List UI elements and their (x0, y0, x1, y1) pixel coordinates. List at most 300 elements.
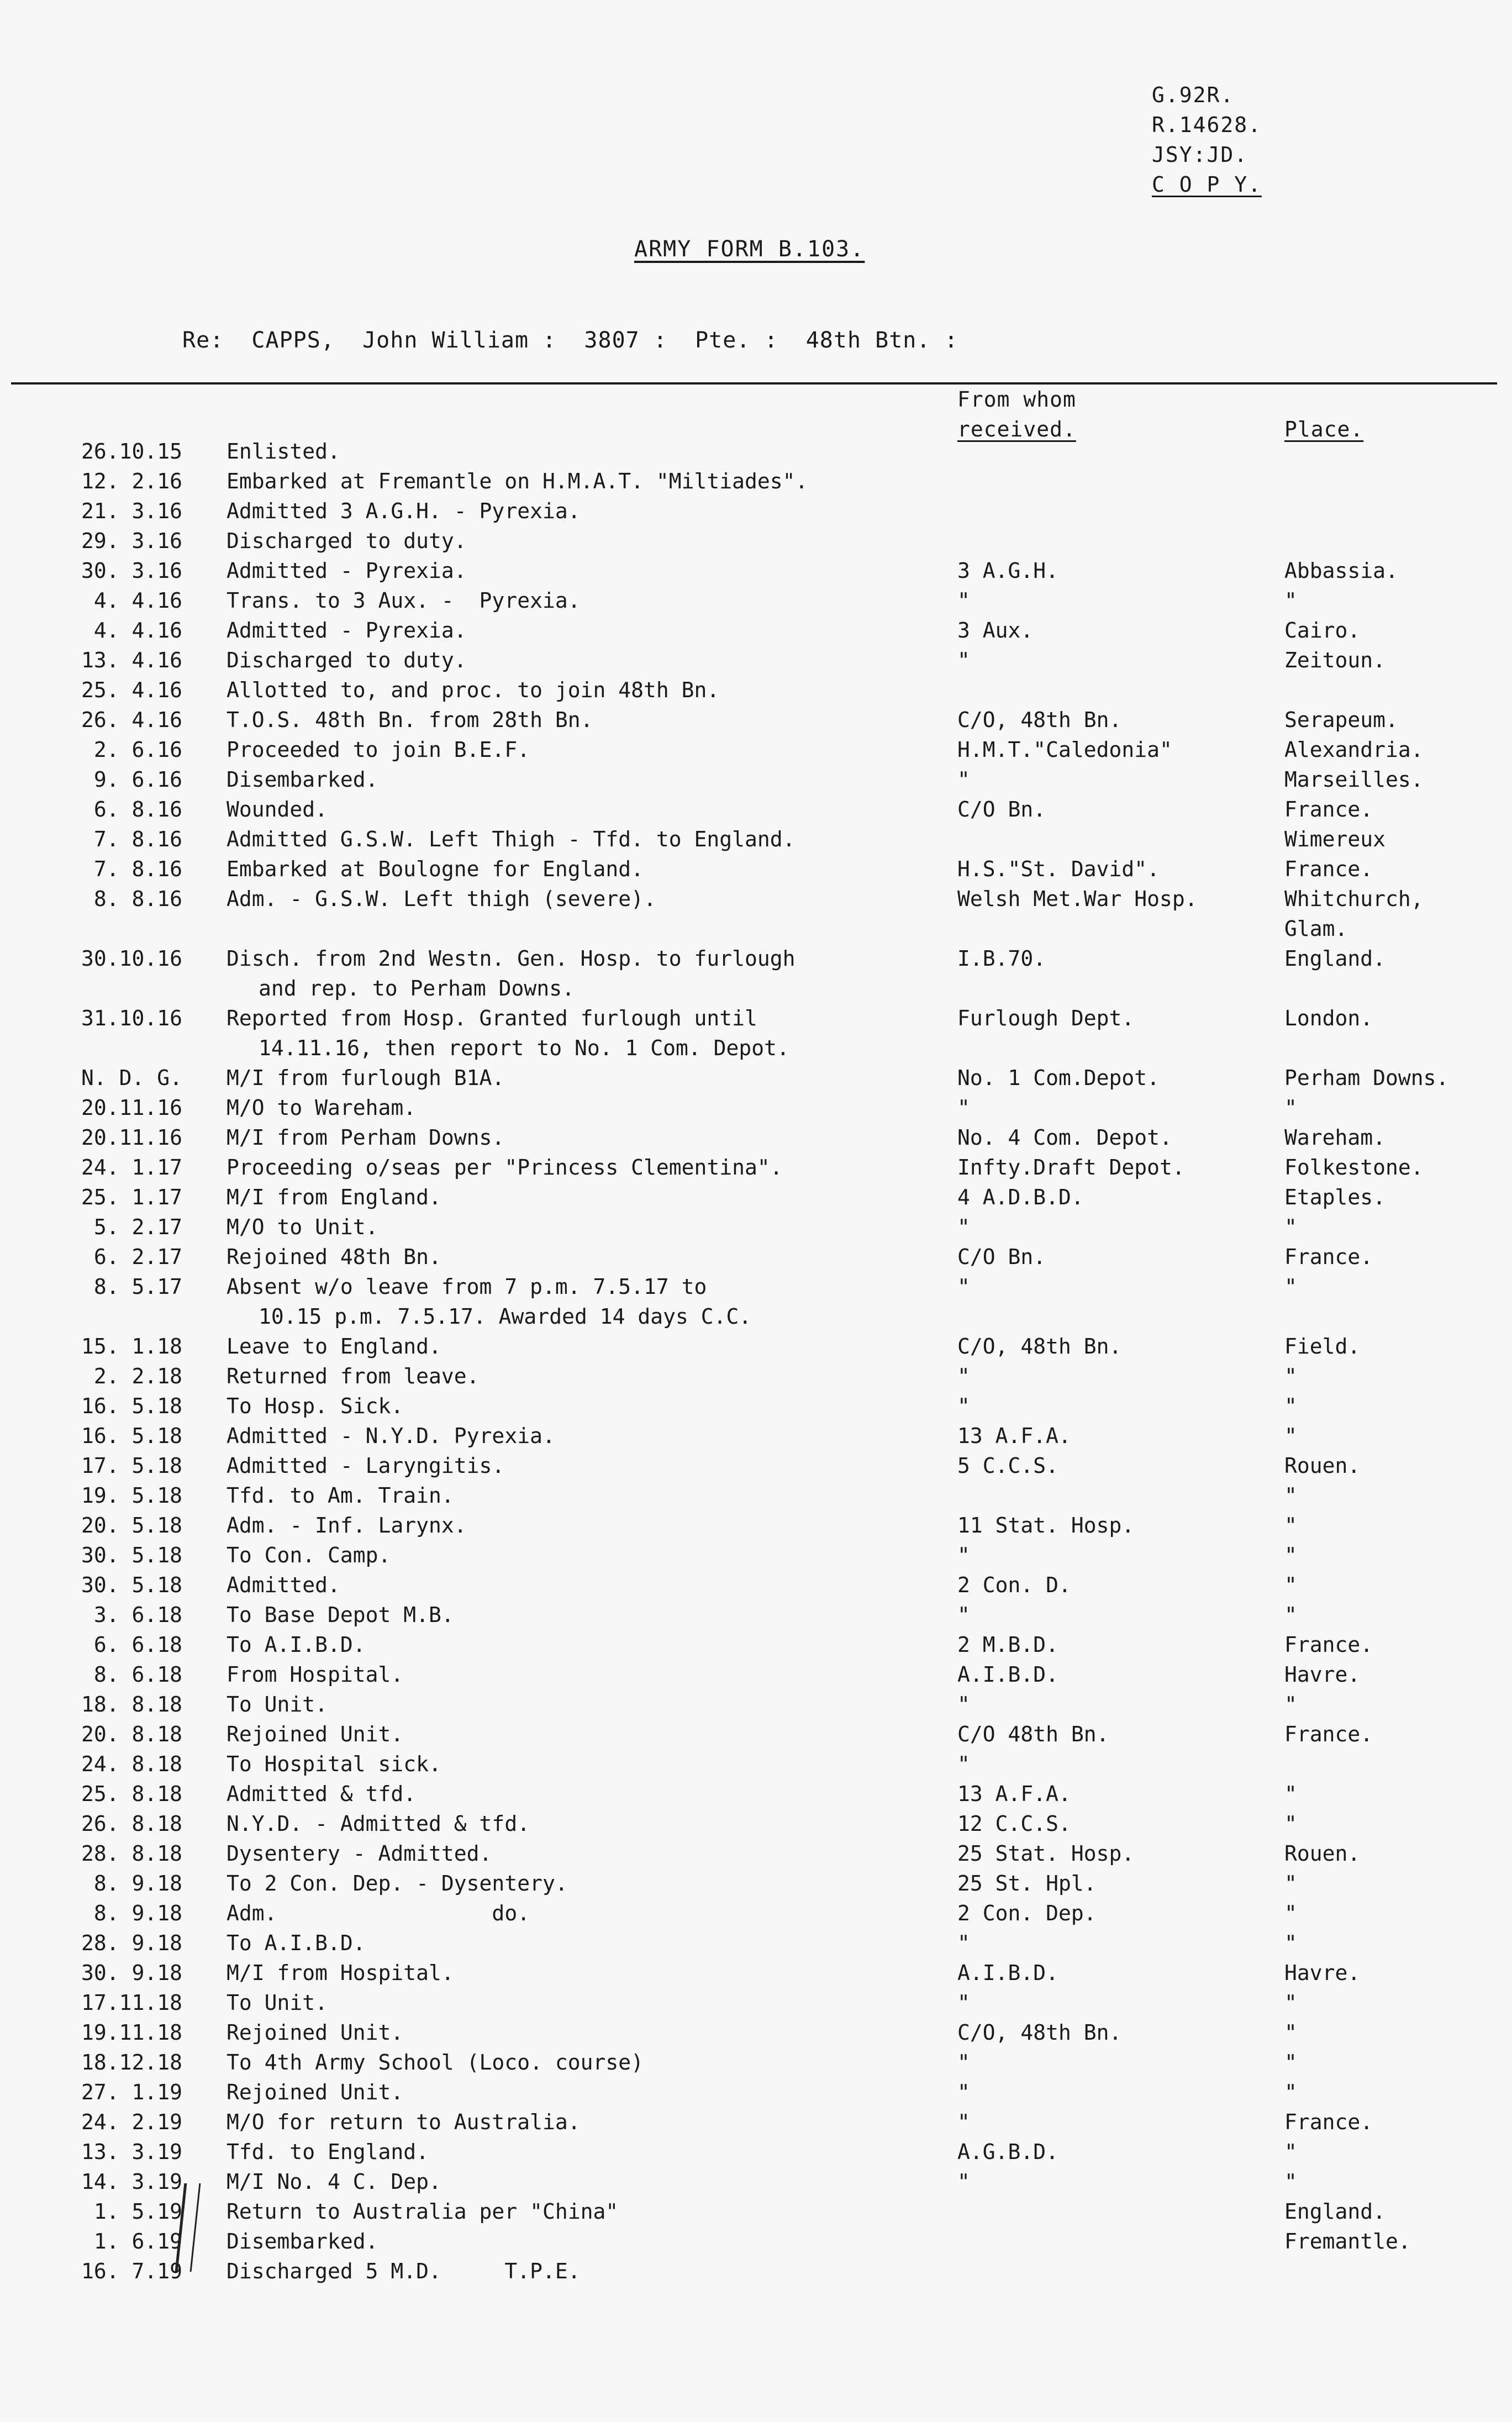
entry-place: Zeitoun. (1284, 648, 1386, 672)
entry-place: " (1284, 1692, 1297, 1717)
entry-from: " (957, 1394, 970, 1418)
entry-from: " (957, 1991, 970, 2015)
table-row (0, 675, 1512, 705)
reference-block (1152, 80, 1262, 199)
entry-event: Allotted to, and proc. to join 48th Bn. (226, 678, 720, 702)
entry-place: London. (1284, 1006, 1373, 1030)
from-header (957, 385, 1076, 444)
entry-event: To 2 Con. Dep. - Dysentery. (226, 1871, 568, 1896)
entry-event: Rejoined 48th Bn. (226, 1245, 441, 1269)
table-row (0, 1481, 1512, 1510)
table-row (0, 1093, 1512, 1123)
table-row (0, 1212, 1512, 1242)
entry-date: 21. 3.16 (81, 499, 182, 523)
entry-event: Rejoined Unit. (226, 2080, 404, 2104)
entry-date: 5. 2.17 (93, 1215, 182, 1239)
entry-date: 7. 8.16 (93, 857, 182, 881)
entry-place: Havre. (1284, 1662, 1361, 1687)
entry-place: England. (1284, 946, 1386, 971)
entry-place: France. (1284, 1722, 1373, 1746)
entry-from: " (957, 1364, 970, 1388)
entry-date: 6. 2.17 (93, 1245, 182, 1269)
entry-place: Rouen. (1284, 1454, 1361, 1478)
entry-event: To A.I.B.D. (226, 1633, 366, 1657)
entry-date: 20. 5.18 (81, 1513, 182, 1538)
table-row (0, 1570, 1512, 1600)
entry-event: Admitted 3 A.G.H. - Pyrexia. (226, 499, 581, 523)
entry-event: Rejoined Unit. (226, 2020, 404, 2045)
table-row (0, 2018, 1512, 2047)
entry-date: 19. 5.18 (81, 1483, 182, 1508)
entry-from: 3 Aux. (957, 618, 1034, 643)
table-row (0, 1719, 1512, 1749)
entry-from: " (957, 2110, 970, 2134)
entry-from: H.S."St. David". (957, 857, 1160, 881)
service-record-table (0, 436, 1512, 2286)
entry-date: 8. 9.18 (93, 1871, 182, 1896)
entry-place: " (1284, 1543, 1297, 1567)
entry-date: 25. 8.18 (81, 1782, 182, 1806)
entry-event: N.Y.D. - Admitted & tfd. (226, 1812, 530, 1836)
entry-date: 31.10.16 (81, 1006, 182, 1030)
entry-event: Leave to England. (226, 1334, 441, 1359)
entry-date: 4. 4.16 (93, 618, 182, 643)
table-row (0, 1421, 1512, 1451)
entry-place: " (1284, 588, 1297, 613)
entry-event: To Hospital sick. (226, 1752, 441, 1776)
entry-from: I.B.70. (957, 946, 1046, 971)
entry-from: 5 C.C.S. (957, 1454, 1059, 1478)
entry-place: France. (1284, 1633, 1373, 1657)
entry-event: Adm. do. (226, 1901, 530, 1925)
table-row (0, 526, 1512, 556)
table-row (0, 1272, 1512, 1302)
entry-place: " (1284, 1275, 1297, 1299)
entry-date: 2. 6.16 (93, 738, 182, 762)
entry-date: 8. 9.18 (93, 1901, 182, 1925)
entry-event: Tfd. to Am. Train. (226, 1483, 454, 1508)
entry-from: 2 Con. Dep. (957, 1901, 1097, 1925)
entry-place: " (1284, 1394, 1297, 1418)
entry-date: 26. 8.18 (81, 1812, 182, 1836)
entry-from: A.I.B.D. (957, 1662, 1059, 1687)
entry-from: C/O Bn. (957, 1245, 1046, 1269)
table-row (0, 1630, 1512, 1660)
entry-date: 7. 8.16 (93, 827, 182, 851)
entry-from: C/O, 48th Bn. (957, 1334, 1122, 1359)
from-header-line-2: received. (957, 417, 1076, 441)
entry-from: " (957, 1692, 970, 1717)
entry-place: " (1284, 2170, 1297, 2194)
entry-date: 24. 2.19 (81, 2110, 182, 2134)
entry-place: " (1284, 2050, 1297, 2075)
entry-event: Admitted - Laryngitis. (226, 1454, 505, 1478)
entry-date: 13. 3.19 (81, 2140, 182, 2164)
entry-date: 6. 6.18 (93, 1633, 182, 1657)
entry-place: Abbassia. (1284, 559, 1398, 583)
entry-place: Wimereux (1284, 827, 1386, 851)
entry-event: Proceeding o/seas per "Princess Clementina". (226, 1155, 783, 1180)
subject-unit: 48th Btn. (805, 328, 931, 353)
table-row (0, 2256, 1512, 2286)
entry-from: 3 A.G.H. (957, 559, 1059, 583)
entry-event: To A.I.B.D. (226, 1931, 366, 1955)
subject-prefix: Re: (182, 328, 224, 353)
entry-place: " (1284, 2080, 1297, 2104)
entry-from: 4 A.D.B.D. (957, 1185, 1084, 1209)
table-row (0, 884, 1512, 914)
entry-from: 2 Con. D. (957, 1573, 1071, 1597)
entry-event: Admitted - Pyrexia. (226, 559, 467, 583)
entry-place: " (1284, 2020, 1297, 2045)
subject-surname: CAPPS, (251, 328, 335, 353)
subject-given: John William (362, 328, 529, 353)
entry-from: " (957, 1931, 970, 1955)
table-row (0, 1540, 1512, 1570)
table-row (0, 854, 1512, 884)
entry-date: 30. 9.18 (81, 1961, 182, 1985)
entry-event: T.O.S. 48th Bn. from 28th Bn. (226, 708, 593, 732)
subject-line: Re: CAPPS, John William : 3807 : Pte. : 48th Btn. : (182, 328, 958, 353)
entry-event: M/I from Perham Downs. (226, 1125, 505, 1150)
entry-date: 16. 7.19 (81, 2259, 182, 2283)
table-row (0, 2107, 1512, 2137)
entry-place: Folkestone. (1284, 1155, 1424, 1180)
entry-place: Field. (1284, 1334, 1361, 1359)
entry-place: England. (1284, 2199, 1386, 2224)
entry-date: 25. 4.16 (81, 678, 182, 702)
entry-date: 19.11.18 (81, 2020, 182, 2045)
entry-place: " (1284, 1513, 1297, 1538)
entry-event: To Hosp. Sick. (226, 1394, 404, 1418)
entry-event: M/I from Hospital. (226, 1961, 454, 1985)
entry-date: 20.11.16 (81, 1096, 182, 1120)
table-row (0, 556, 1512, 586)
table-row (0, 2047, 1512, 2077)
entry-date: 30. 5.18 (81, 1543, 182, 1567)
entry-date: 29. 3.16 (81, 529, 182, 553)
table-row (0, 1123, 1512, 1152)
entry-event: M/I No. 4 C. Dep. (226, 2170, 441, 2194)
entry-from: No. 4 Com. Depot. (957, 1125, 1172, 1150)
table-row (0, 1302, 1512, 1331)
entry-from: H.M.T."Caledonia" (957, 738, 1172, 762)
table-row (0, 1331, 1512, 1361)
table-row (0, 1242, 1512, 1272)
entry-date: 26. 4.16 (81, 708, 182, 732)
entry-date: 8. 6.18 (93, 1662, 182, 1687)
table-row (0, 1839, 1512, 1868)
entry-place: Havre. (1284, 1961, 1361, 1985)
entry-date: 20.11.16 (81, 1125, 182, 1150)
table-row (0, 944, 1512, 973)
entry-event: Returned from leave. (226, 1364, 480, 1388)
entry-from: No. 1 Com.Depot. (957, 1066, 1160, 1090)
reference-line-1: G.92R. (1152, 83, 1235, 107)
table-row (0, 1152, 1512, 1182)
entry-from: 2 M.B.D. (957, 1633, 1059, 1657)
table-row (0, 2077, 1512, 2107)
entry-event: Absent w/o leave from 7 p.m. 7.5.17 to (226, 1275, 707, 1299)
entry-date: 6. 8.16 (93, 797, 182, 822)
table-row (0, 586, 1512, 615)
table-row (0, 2167, 1512, 2197)
entry-date: 20. 8.18 (81, 1722, 182, 1746)
entry-event: Reported from Hosp. Granted furlough until (226, 1006, 757, 1030)
entry-from: A.I.B.D. (957, 1961, 1059, 1985)
table-row (0, 1451, 1512, 1481)
entry-date: 28. 8.18 (81, 1841, 182, 1866)
table-row (0, 705, 1512, 735)
table-row (0, 1510, 1512, 1540)
entry-place: " (1284, 1215, 1297, 1239)
entry-date: 12. 2.16 (81, 469, 182, 493)
entry-event: To Unit. (226, 1692, 328, 1717)
reference-line-4: C O P Y. (1152, 172, 1262, 197)
entry-date: 27. 1.19 (81, 2080, 182, 2104)
entry-date: 8. 5.17 (93, 1275, 182, 1299)
entry-event: To Con. Camp. (226, 1543, 391, 1567)
entry-event: Adm. - G.S.W. Left thigh (severe). (226, 887, 656, 911)
subject-rank: Pte. (695, 328, 751, 353)
entry-place: Perham Downs. (1284, 1066, 1449, 1090)
entry-from: 11 Stat. Hosp. (957, 1513, 1135, 1538)
entry-date: 30. 5.18 (81, 1573, 182, 1597)
entry-event: M/I from furlough B1A. (226, 1066, 505, 1090)
entry-from: 13 A.F.A. (957, 1424, 1071, 1448)
entry-from: " (957, 2080, 970, 2104)
entry-place: Glam. (1284, 917, 1348, 941)
entry-from: 25 St. Hpl. (957, 1871, 1097, 1896)
entry-event: To 4th Army School (Loco. course) (226, 2050, 644, 2075)
entry-event: 14.11.16, then report to No. 1 Com. Depot. (259, 1036, 789, 1060)
entry-from: " (957, 1096, 970, 1120)
table-row (0, 1033, 1512, 1063)
entry-event: Trans. to 3 Aux. - Pyrexia. (226, 588, 581, 613)
entry-event: Embarked at Boulogne for England. (226, 857, 644, 881)
entry-event: Disembarked. (226, 2229, 378, 2253)
reference-line-3: JSY:JD. (1152, 143, 1248, 167)
place-header-label: Place. (1284, 417, 1364, 441)
entry-date: N. D. G. (81, 1066, 182, 1090)
entry-event: Adm. - Inf. Larynx. (226, 1513, 467, 1538)
entry-event: Dysentery - Admitted. (226, 1841, 492, 1866)
entry-date: 2. 2.18 (93, 1364, 182, 1388)
entry-date: 4. 4.16 (93, 588, 182, 613)
entry-event: To Base Depot M.B. (226, 1603, 454, 1627)
entry-place: Cairo. (1284, 618, 1361, 643)
entry-place: " (1284, 2140, 1297, 2164)
entry-date: 1. 5.19 (93, 2199, 182, 2224)
table-row (0, 1809, 1512, 1839)
entry-date: 16. 5.18 (81, 1394, 182, 1418)
entry-event: Admitted G.S.W. Left Thigh - Tfd. to England. (226, 827, 795, 851)
entry-place: " (1284, 1901, 1297, 1925)
entry-event: Discharged 5 M.D. T.P.E. (226, 2259, 581, 2283)
entry-date: 18. 8.18 (81, 1692, 182, 1717)
reference-line-2: R.14628. (1152, 113, 1262, 137)
table-row (0, 973, 1512, 1003)
entry-place: Alexandria. (1284, 738, 1424, 762)
entry-event: Rejoined Unit. (226, 1722, 404, 1746)
entry-place: " (1284, 1991, 1297, 2015)
entry-event: Tfd. to England. (226, 2140, 429, 2164)
entry-event: Admitted. (226, 1573, 340, 1597)
entry-date: 3. 6.18 (93, 1603, 182, 1627)
entry-place: " (1284, 1871, 1297, 1896)
table-row (0, 914, 1512, 944)
table-row (0, 794, 1512, 824)
entry-event: M/O for return to Australia. (226, 2110, 581, 2134)
entry-from: Welsh Met.War Hosp. (957, 887, 1198, 911)
entry-event: Enlisted. (226, 439, 340, 464)
entry-from: C/O, 48th Bn. (957, 708, 1122, 732)
entry-date: 9. 6.16 (93, 767, 182, 792)
entry-date: 24. 1.17 (81, 1155, 182, 1180)
entry-event: From Hospital. (226, 1662, 404, 1687)
table-row (0, 1868, 1512, 1898)
table-row (0, 2197, 1512, 2226)
entry-event: Embarked at Fremantle on H.M.A.T. "Miltiades". (226, 469, 808, 493)
table-row (0, 1063, 1512, 1093)
entry-from: Furlough Dept. (957, 1006, 1135, 1030)
entry-date: 17.11.18 (81, 1991, 182, 2015)
table-row (0, 436, 1512, 466)
entry-place: Fremantle. (1284, 2229, 1411, 2253)
entry-from: " (957, 2050, 970, 2075)
entry-from: " (957, 1752, 970, 1776)
entry-from: C/O 48th Bn. (957, 1722, 1109, 1746)
from-header-line-1: From whom (957, 387, 1076, 412)
entry-from: C/O, 48th Bn. (957, 2020, 1122, 2045)
entry-place: " (1284, 1364, 1297, 1388)
entry-from: " (957, 2170, 970, 2194)
entry-date: 30. 3.16 (81, 559, 182, 583)
table-row (0, 1660, 1512, 1689)
entry-from: " (957, 1275, 970, 1299)
entry-date: 18.12.18 (81, 2050, 182, 2075)
entry-from: " (957, 648, 970, 672)
entry-event: 10.15 p.m. 7.5.17. Awarded 14 days C.C. (259, 1304, 752, 1329)
entry-event: Discharged to duty. (226, 529, 467, 553)
entry-event: To Unit. (226, 1991, 328, 2015)
entry-from: " (957, 767, 970, 792)
entry-event: Proceeded to join B.E.F. (226, 738, 530, 762)
entry-place: " (1284, 1812, 1297, 1836)
entry-place: " (1284, 1782, 1297, 1806)
entry-event: Admitted - Pyrexia. (226, 618, 467, 643)
entry-date: 8. 8.16 (93, 887, 182, 911)
entry-event: Return to Australia per "China" (226, 2199, 619, 2224)
entry-event: Wounded. (226, 797, 328, 822)
entry-event: M/O to Unit. (226, 1215, 378, 1239)
table-row (0, 1988, 1512, 2018)
entry-event: M/O to Wareham. (226, 1096, 417, 1120)
table-row (0, 2137, 1512, 2167)
entry-place: Whitchurch, (1284, 887, 1424, 911)
table-row (0, 615, 1512, 645)
table-row (0, 2226, 1512, 2256)
entry-date: 30.10.16 (81, 946, 182, 971)
entry-event: Admitted - N.Y.D. Pyrexia. (226, 1424, 555, 1448)
entry-place: France. (1284, 857, 1373, 881)
entry-date: 17. 5.18 (81, 1454, 182, 1478)
entry-place: Serapeum. (1284, 708, 1398, 732)
table-row (0, 735, 1512, 765)
entry-from: " (957, 1215, 970, 1239)
entry-date: 13. 4.16 (81, 648, 182, 672)
table-row (0, 1898, 1512, 1928)
entry-event: Disembarked. (226, 767, 378, 792)
table-row (0, 466, 1512, 496)
entry-from: 13 A.F.A. (957, 1782, 1071, 1806)
table-row (0, 824, 1512, 854)
entry-place: France. (1284, 2110, 1373, 2134)
table-row (0, 1689, 1512, 1719)
entry-place: " (1284, 1573, 1297, 1597)
entry-event: Admitted & tfd. (226, 1782, 417, 1806)
entry-place: " (1284, 1096, 1297, 1120)
table-row (0, 1600, 1512, 1630)
entry-from: " (957, 1603, 970, 1627)
entry-date: 25. 1.17 (81, 1185, 182, 1209)
entry-place: Marseilles. (1284, 767, 1424, 792)
entry-from: " (957, 588, 970, 613)
table-row (0, 1928, 1512, 1958)
entry-event: Discharged to duty. (226, 648, 467, 672)
subject-number: 3807 (584, 328, 640, 353)
entry-place: France. (1284, 1245, 1373, 1269)
entry-from: 12 C.C.S. (957, 1812, 1071, 1836)
table-row (0, 765, 1512, 794)
table-row (0, 1958, 1512, 1988)
table-row (0, 1003, 1512, 1033)
entry-place: " (1284, 1483, 1297, 1508)
entry-from: " (957, 1543, 970, 1567)
entry-date: 24. 8.18 (81, 1752, 182, 1776)
entry-date: 26.10.15 (81, 439, 182, 464)
form-title: ARMY FORM B.103. (634, 236, 865, 262)
entry-place: Etaples. (1284, 1185, 1386, 1209)
table-row (0, 1749, 1512, 1779)
entry-from: 25 Stat. Hosp. (957, 1841, 1135, 1866)
entry-from: A.G.B.D. (957, 2140, 1059, 2164)
entry-from: C/O Bn. (957, 797, 1046, 822)
entry-event: and rep. to Perham Downs. (259, 976, 575, 1001)
entry-from: Infty.Draft Depot. (957, 1155, 1185, 1180)
table-row (0, 496, 1512, 526)
entry-place: Wareham. (1284, 1125, 1386, 1150)
entry-event: M/I from England. (226, 1185, 441, 1209)
table-row (0, 1361, 1512, 1391)
table-row (0, 1391, 1512, 1421)
entry-place: France. (1284, 797, 1373, 822)
header-rule (11, 382, 1497, 385)
table-row (0, 1182, 1512, 1212)
table-row (0, 1779, 1512, 1809)
entry-place: " (1284, 1931, 1297, 1955)
entry-place: " (1284, 1424, 1297, 1448)
entry-date: 28. 9.18 (81, 1931, 182, 1955)
entry-event: Disch. from 2nd Westn. Gen. Hosp. to furlough (226, 946, 795, 971)
entry-date: 15. 1.18 (81, 1334, 182, 1359)
entry-date: 1. 6.19 (93, 2229, 182, 2253)
entry-date: 14. 3.19 (81, 2170, 182, 2194)
entry-date: 16. 5.18 (81, 1424, 182, 1448)
entry-place: Rouen. (1284, 1841, 1361, 1866)
table-row (0, 645, 1512, 675)
entry-place: " (1284, 1603, 1297, 1627)
